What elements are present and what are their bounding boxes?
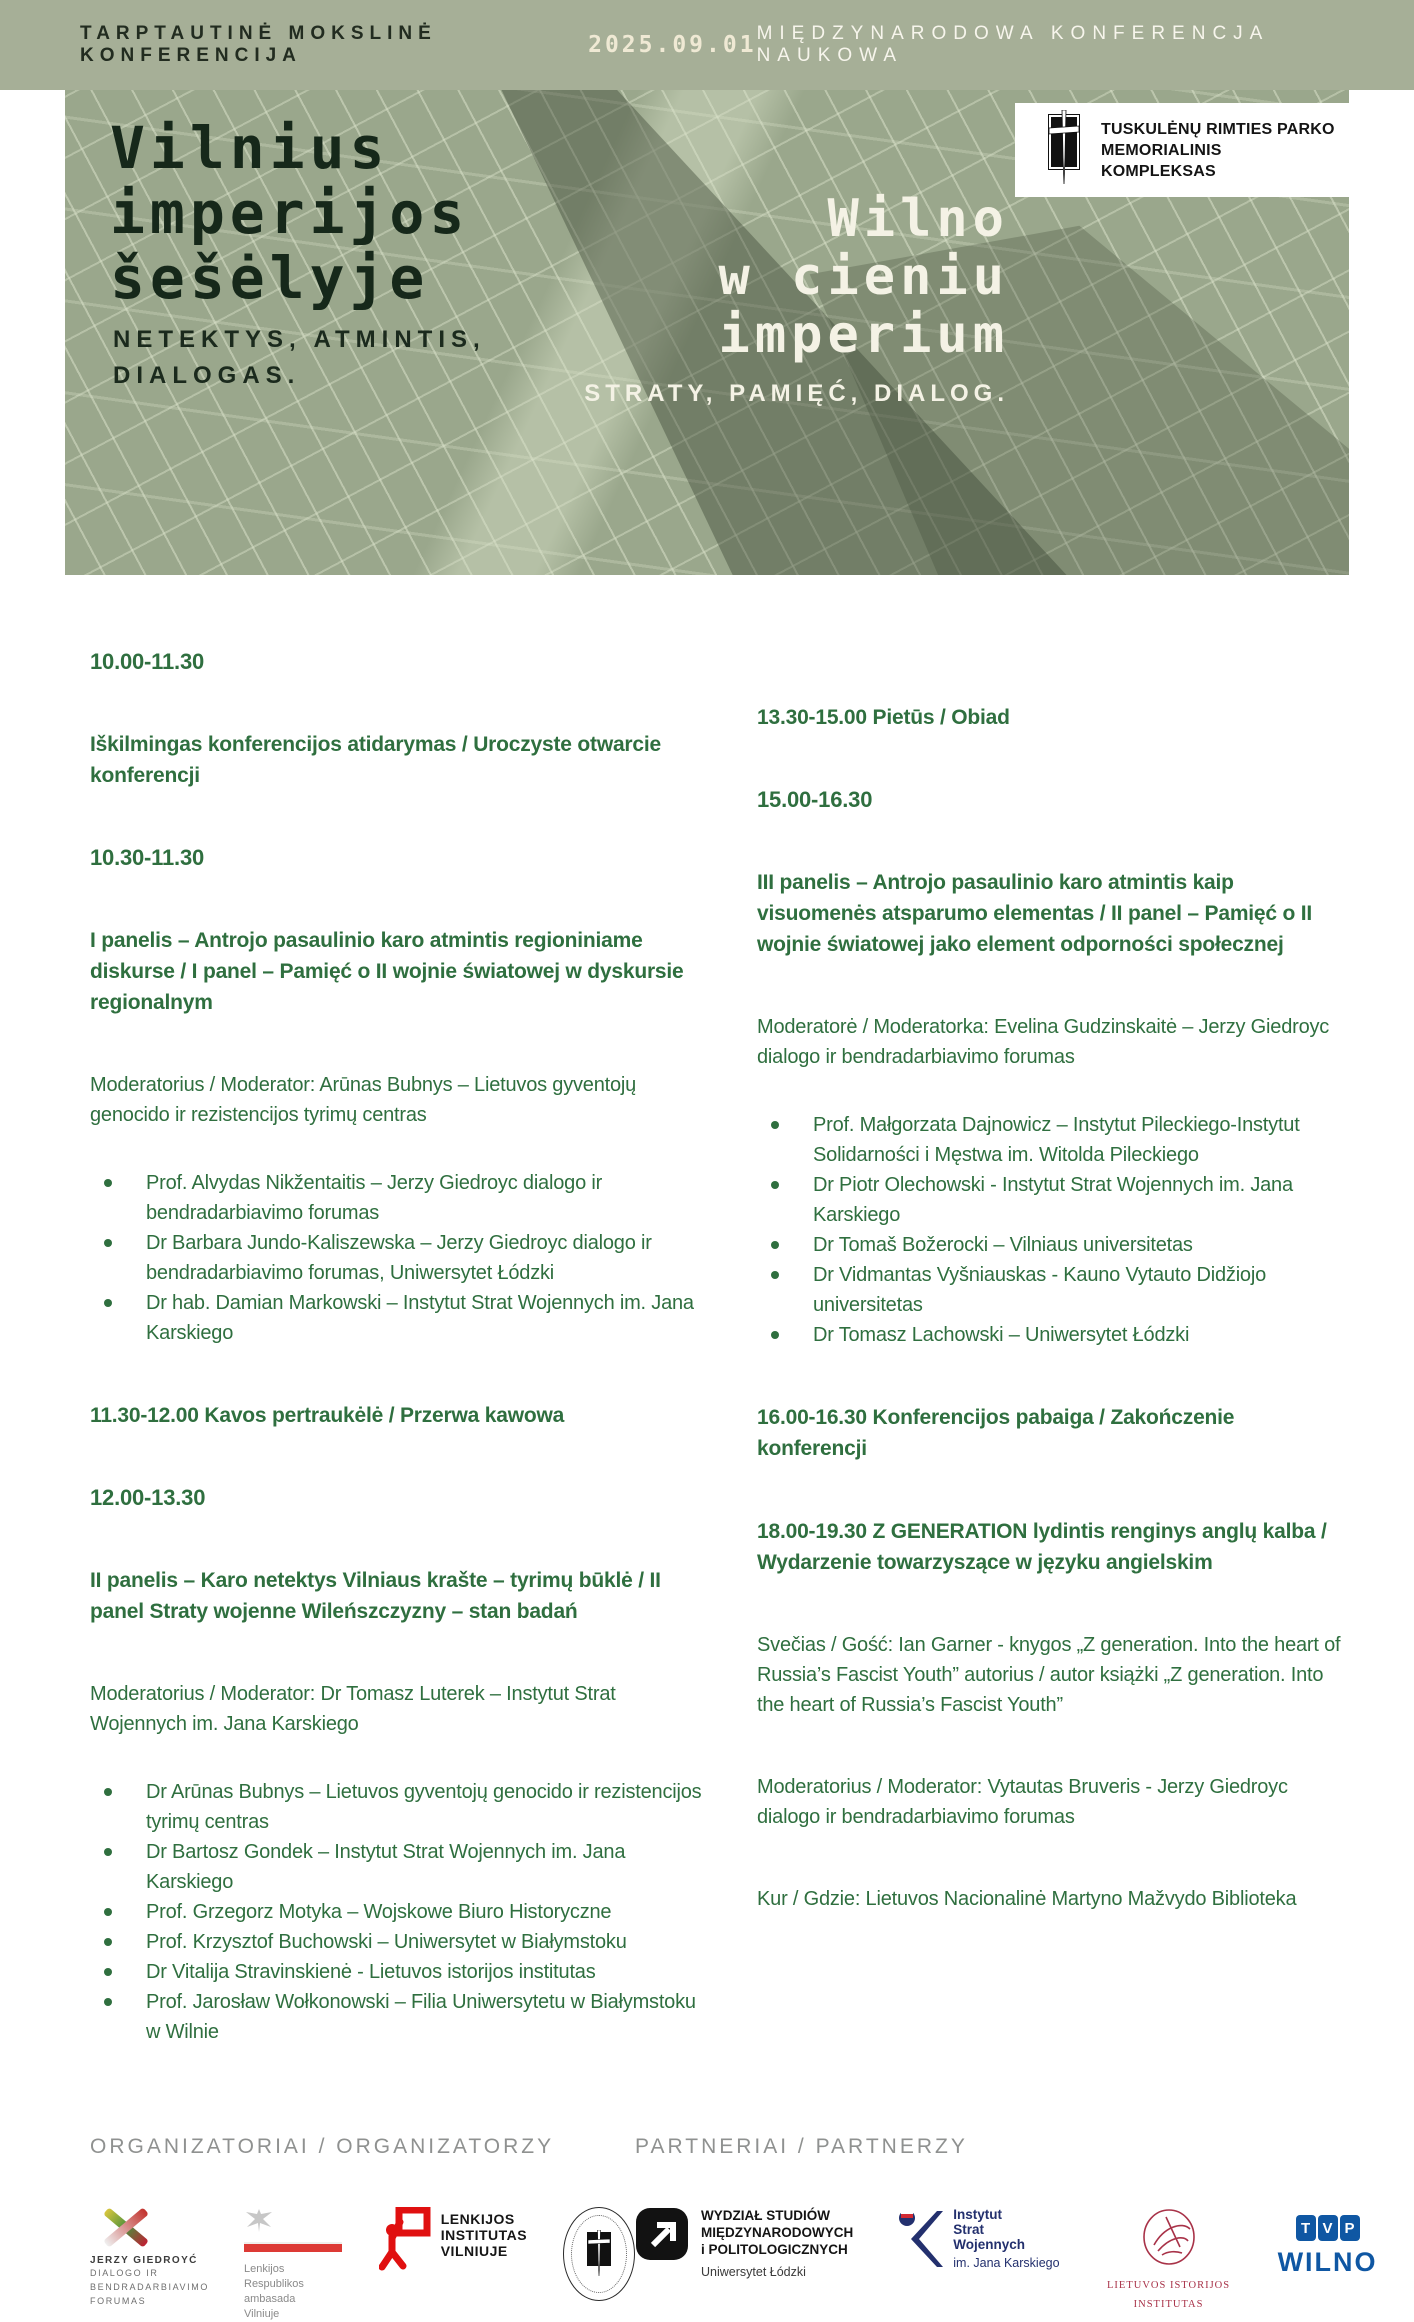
ribbon-icon	[96, 2207, 156, 2249]
subtitle-polish: STRATY, PAMIĘĆ, DIALOG.	[584, 380, 1009, 407]
speaker-item: Prof. Alvydas Nikžentaitis – Jerzy Giedroyc dialogo ir bendradarbiavimo forumas	[90, 1168, 715, 1228]
speaker-list	[90, 1777, 715, 2047]
lunch-line: 13.30-15.00 Pietūs / Obiad	[757, 706, 1010, 729]
program-schedule	[0, 575, 1414, 2099]
organizers-logos	[90, 2207, 635, 2322]
occupation-museum-seal	[563, 2207, 635, 2301]
closing-line: 16.00-16.30 Konferencijos pabaiga / Zakończenie konferencji	[757, 1406, 1235, 1460]
moderator-line: Moderatorius / Moderator: Dr Tomasz Luterek – Instytut Strat Wojennych im. Jana Karskiego	[90, 1683, 616, 1735]
tvp-icon: T V P	[1296, 2215, 1360, 2241]
polish-institute-logo	[379, 2207, 527, 2276]
session-title: II panelis – Karo netektys Vilniaus krašte – tyrimų būklė / II panel Straty wojenne Wileńszczyzny – stan badań	[90, 1569, 661, 1623]
memorial-cross-icon	[586, 2230, 612, 2278]
partners-logos	[635, 2207, 1414, 2312]
tvp-wilno-text: WILNO	[1277, 2247, 1378, 2277]
time-slot: 12.00-13.30	[90, 1485, 206, 1510]
top-bar	[0, 0, 1414, 90]
speaker-list	[90, 1168, 715, 1348]
logos-footer	[0, 2099, 1414, 2322]
lithuanian-history-institute-logo: LIETUVOS ISTORIJOS INSTITUTAS	[1104, 2207, 1234, 2312]
evening-event-title: 18.00-19.30 Z GENERATION lydintis renginys anglų kalba / Wydarzenie towarzyszące w języku angielskim	[757, 1520, 1327, 1574]
subtitle-lithuanian: NETEKTYS, ATMINTIS, DIALOGAS.	[113, 326, 486, 389]
hand-quill-seal-icon	[1136, 2207, 1202, 2274]
speaker-item: Dr Bartosz Gondek – Instytut Strat Wojennych im. Jana Karskiego	[90, 1837, 715, 1897]
speaker-item: Prof. Grzegorz Motyka – Wojskowe Biuro Historyczne	[90, 1897, 715, 1927]
conference-label-pl: MIĘDZYNARODOWA KONFERENCJA NAUKOWA	[756, 23, 1269, 66]
isw-mark-icon	[897, 2207, 943, 2274]
speaker-item: Prof. Jarosław Wołkonowski – Filia Uniwersytetu w Białymstoku w Wilnie	[90, 1987, 715, 2047]
speaker-list	[757, 1110, 1347, 1350]
poland-flag-bar	[244, 2242, 342, 2252]
tuskulenai-logo-box	[1015, 103, 1349, 197]
organizers-group	[90, 2135, 635, 2322]
moderator-line: Moderatorė / Moderatorka: Evelina Gudzinskaitė – Jerzy Giedroyc dialogo ir bendradarbiavimo forumas	[757, 1016, 1330, 1068]
wsmip-text: WYDZIAŁ STUDIÓW MIĘDZYNARODOWYCH i POLITOLOGICZNYCH Uniwersytet Łódzki	[701, 2208, 854, 2279]
arrow-square-icon	[635, 2207, 689, 2266]
schedule-right-column	[757, 702, 1347, 2099]
speaker-item: Dr Vitalija Stravinskienė - Lietuvos istorijos institutas	[90, 1957, 715, 1987]
session-title: Iškilmingas konferencijos atidarymas / Uroczyste otwarcie konferencji	[90, 733, 662, 787]
speaker-item: Dr hab. Damian Markowski – Instytut Strat Wojennych im. Jana Karskiego	[90, 1288, 715, 1348]
speaker-item: Prof. Krzysztof Buchowski – Uniwersytet w Białymstoku	[90, 1927, 715, 1957]
wsmip-lodz-logo	[635, 2207, 853, 2279]
speaker-item: Dr Tomaš Božerocki – Vilniaus universitetas	[757, 1230, 1347, 1260]
speaker-item: Dr Barbara Jundo-Kaliszewska – Jerzy Giedroyc dialogo ir bendradarbiavimo forumas, Uniwersytet Łódzki	[90, 1228, 715, 1288]
giedroyc-forum-logo: JERZY GIEDROYĆ DIALOGO IR BENDRADARBIAVIMO FORUMAS	[90, 2207, 208, 2308]
tvp-wilno-logo	[1278, 2215, 1378, 2278]
time-slot: 10.00-11.30	[90, 649, 205, 674]
speaker-item: Dr Vidmantas Vyšniauskas - Kauno Vytauto Didžiojo universitetas	[757, 1260, 1347, 1320]
venue-line: Kur / Gdzie: Lietuvos Nacionalinė Martyno Mažvydo Biblioteka	[757, 1888, 1297, 1910]
poland-embassy-logo: Lenkijos Respublikos ambasada Vilniuje	[244, 2207, 343, 2322]
schedule-left-column	[90, 647, 715, 2099]
red-figure-icon	[379, 2207, 431, 2276]
break-line: 11.30-12.00 Kavos pertraukėlė / Przerwa kawowa	[90, 1404, 565, 1427]
isw-text: Instytut Strat Wojennych im. Jana Karskiego	[953, 2207, 1060, 2270]
guest-line: Svečias / Gość: Ian Garner - knygos „Z generation. Into the heart of Russia’s Fascist Youth” autorius / autor książki „Z generation. Into the heart of Russia’s Fascist Youth”	[757, 1634, 1341, 1716]
time-slot: 15.00-16.30	[757, 787, 873, 812]
speaker-item: Prof. Małgorzata Dajnowicz – Instytut Pileckiego-Instytut Solidarności i Męstwa im. Witolda Pileckiego	[757, 1110, 1347, 1170]
conference-label-lt: TARPTAUTINĖ MOKSLINĖ KONFERENCIJA	[80, 23, 437, 66]
speaker-item: Dr Piotr Olechowski - Instytut Strat Wojennych im. Jana Karskiego	[757, 1170, 1347, 1230]
time-slot: 10.30-11.30	[90, 845, 205, 870]
partners-group	[635, 2135, 1414, 2322]
partners-label: PARTNERIAI / PARTNERZY	[635, 2135, 968, 2158]
speaker-item: Dr Arūnas Bubnys – Lietuvos gyventojų genocido ir rezistencijos tyrimų centras	[90, 1777, 715, 1837]
organizers-label: ORGANIZATORIAI / ORGANIZATORZY	[90, 2135, 555, 2158]
title-polish: Wilno w cieniu imperium	[718, 189, 1009, 365]
title-lithuanian: Vilnius imperijos šešėlyje	[110, 114, 470, 312]
tuskulenai-logo-text: TUSKULĖNŲ RIMTIES PARKO MEMORIALINIS KOMPLEKSAS	[1101, 120, 1335, 180]
isw-karski-logo	[897, 2207, 1059, 2274]
conference-date: 2025.09.01	[588, 32, 757, 58]
hero-map-banner	[65, 90, 1349, 575]
moderator-line: Moderatorius / Moderator: Arūnas Bubnys – Lietuvos gyventojų genocido ir rezistencijos tyrimų centras	[90, 1074, 637, 1126]
polish-institute-text: LENKIJOS INSTITUTAS VILNIUJE	[440, 2211, 528, 2259]
eagle-icon	[244, 2220, 274, 2237]
memorial-cross-icon	[1043, 110, 1085, 191]
moderator-line: Moderatorius / Moderator: Vytautas Bruveris - Jerzy Giedroyc dialogo ir bendradarbiavimo forumas	[757, 1776, 1288, 1828]
speaker-item: Dr Tomasz Lachowski – Uniwersytet Łódzki	[757, 1320, 1347, 1350]
session-title: I panelis – Antrojo pasaulinio karo atmintis regioniniame diskurse / I panel – Pamięć o II wojnie światowej w dyskursie regionalnym	[90, 929, 684, 1014]
session-title: III panelis – Antrojo pasaulinio karo atmintis kaip visuomenės atsparumo elementas / II panel – Pamięć o II wojnie światowej jako element odporności społecznej	[757, 871, 1313, 956]
